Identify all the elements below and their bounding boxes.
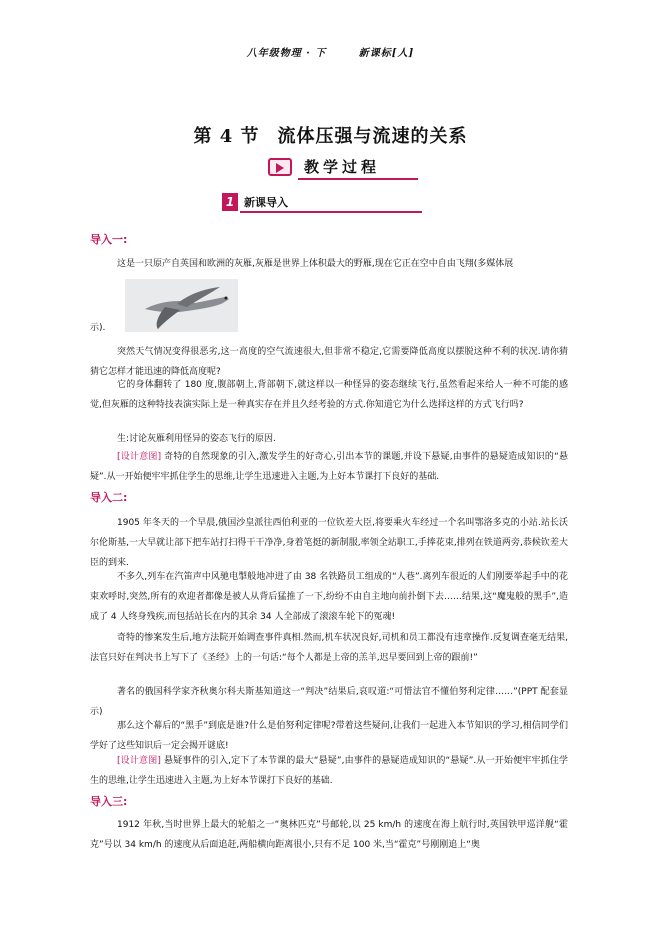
intro1-p5 (90, 447, 568, 487)
presentation-icon (268, 158, 292, 176)
intro2-p6-text: 悬疑事件的引入,定下了本节课的最大“悬疑”,由事件的悬疑造成知识的“悬疑”.从一开始便牢牢抓住学生的思维,让学生迅速进入主题,为上好本节课打下良好的基础. (90, 756, 568, 786)
design-intent-tag: [设计意图] (117, 452, 162, 462)
intro2-p3: 奇特的惨案发生后,地方法院开始调查事件真相.然而,机车状况良好,司机和员工都没有违章操作.反复调查毫无结果,法官只好在判决书上写下了《圣经》上的一句话:“每个人都是上帝的羔羊,迟早要回到上帝的跟前!” (90, 633, 568, 663)
intro2-p6 (90, 751, 568, 791)
subsection-heading (222, 193, 422, 213)
intro1-p4: 生:讨论灰雁利用怪异的姿态飞行的原因. (117, 434, 276, 444)
intro3-p1: 1912 年秋,当时世界上最大的轮船之一“奥林匹克”号邮轮,以 25 km/h 的速度在海上航行时,英国铁甲巡洋舰“霍克”号以 34 km/h 的速度从后面追赶,两船横向距离很小,只有不足 100 米,当“霍克”号刚刚追上“奥 (90, 820, 568, 850)
intro1-p2: 突然天气情况变得很恶劣,这一高度的空气流速很大,但非常不稳定,它需要降低高度以摆脱这种不利的状况.请你猜猜它怎样才能迅速的降低高度呢? (90, 347, 568, 377)
intro1-p5-text: 奇特的自然现象的引入,激发学生的好奇心,引出本节的课题,并设下悬疑,由事件的悬疑造成知识的“悬疑”.从一开始便牢牢抓住学生的思维,让学生迅速进入主题,为上好本节课打下良好的基础. (90, 452, 568, 482)
subsection-underline (240, 211, 422, 213)
subsection-label: 新课导入 (244, 196, 288, 209)
banner-underline (298, 178, 418, 180)
intro2-p1: 1905 年冬天的一个早晨,俄国沙皇派往西伯利亚的一位钦差大臣,将要乘火车经过一个名叫鄂洛多克的小站.站长沃尔伦斯基,一大早就让部下把车站打扫得干干净净,身着笔挺的新制服,率领全站职工,手捧花束,排列在铁道两旁,恭候钦差大臣的到来. (90, 518, 568, 568)
intro1-p3: 它的身体翻转了 180 度,腹部朝上,背部朝下,就这样以一种怪异的姿态继续飞行,虽然看起来给人一种不可能的感觉,但灰雁的这种特技表演实际上是一种真实存在并且久经考验的方式.你知道它为什么选择这样的方式飞行吗? (90, 380, 568, 410)
intro2-p2: 不多久,列车在汽笛声中风驰电掣般地冲进了由 38 名铁路员工组成的“人巷”.离列车很近的人们刚要举起手中的花束欢呼时,突然,所有的欢迎者都像是被人从背后猛推了一下,纷纷不由自主地向前扑倒下去……结果,这“魔鬼般的黑手”,造成了 4 人终身残疾,而包括站长在内的其余 34 人全部成了滚滚车轮下的冤魂! (90, 572, 568, 622)
intro1-p1: 这是一只原产自英国和欧洲的灰雁,灰雁是世界上体积最大的野雁,现在它正在空中自由飞翔(多媒体展 (117, 259, 514, 269)
section-title (0, 122, 661, 148)
header-right: 新课标[人] (358, 48, 415, 59)
design-intent-tag: [设计意图] (117, 756, 161, 766)
intro2-p5: 那么这个幕后的“黑手”到底是谁?什么是伯努利定律呢?带着这些疑问,让我们一起进入本节知识的学习,相信同学们学好了这些知识后一定会揭开谜底! (90, 721, 568, 751)
subsection-number: 1 (222, 193, 238, 211)
intro3-heading: 导入三: (90, 795, 128, 808)
section-number: 第 4 节 (193, 126, 260, 147)
intro2-heading: 导入二: (90, 491, 128, 504)
header-left: 八年级物理 · 下 (246, 48, 327, 59)
teaching-process-banner (268, 156, 418, 180)
intro1-heading: 导入一: (90, 233, 128, 246)
intro1-p1-end: 示). (90, 323, 106, 333)
intro2-p4: 著名的俄国科学家齐秋奥尔科夫斯基知道这一“判决”结果后,哀叹道:“可惜法官不懂伯努利定律……”(PPT 配套显示) (90, 687, 568, 717)
banner-label: 教学过程 (304, 158, 381, 176)
section-name: 流体压强与流速的关系 (277, 126, 468, 147)
running-header (0, 44, 661, 59)
